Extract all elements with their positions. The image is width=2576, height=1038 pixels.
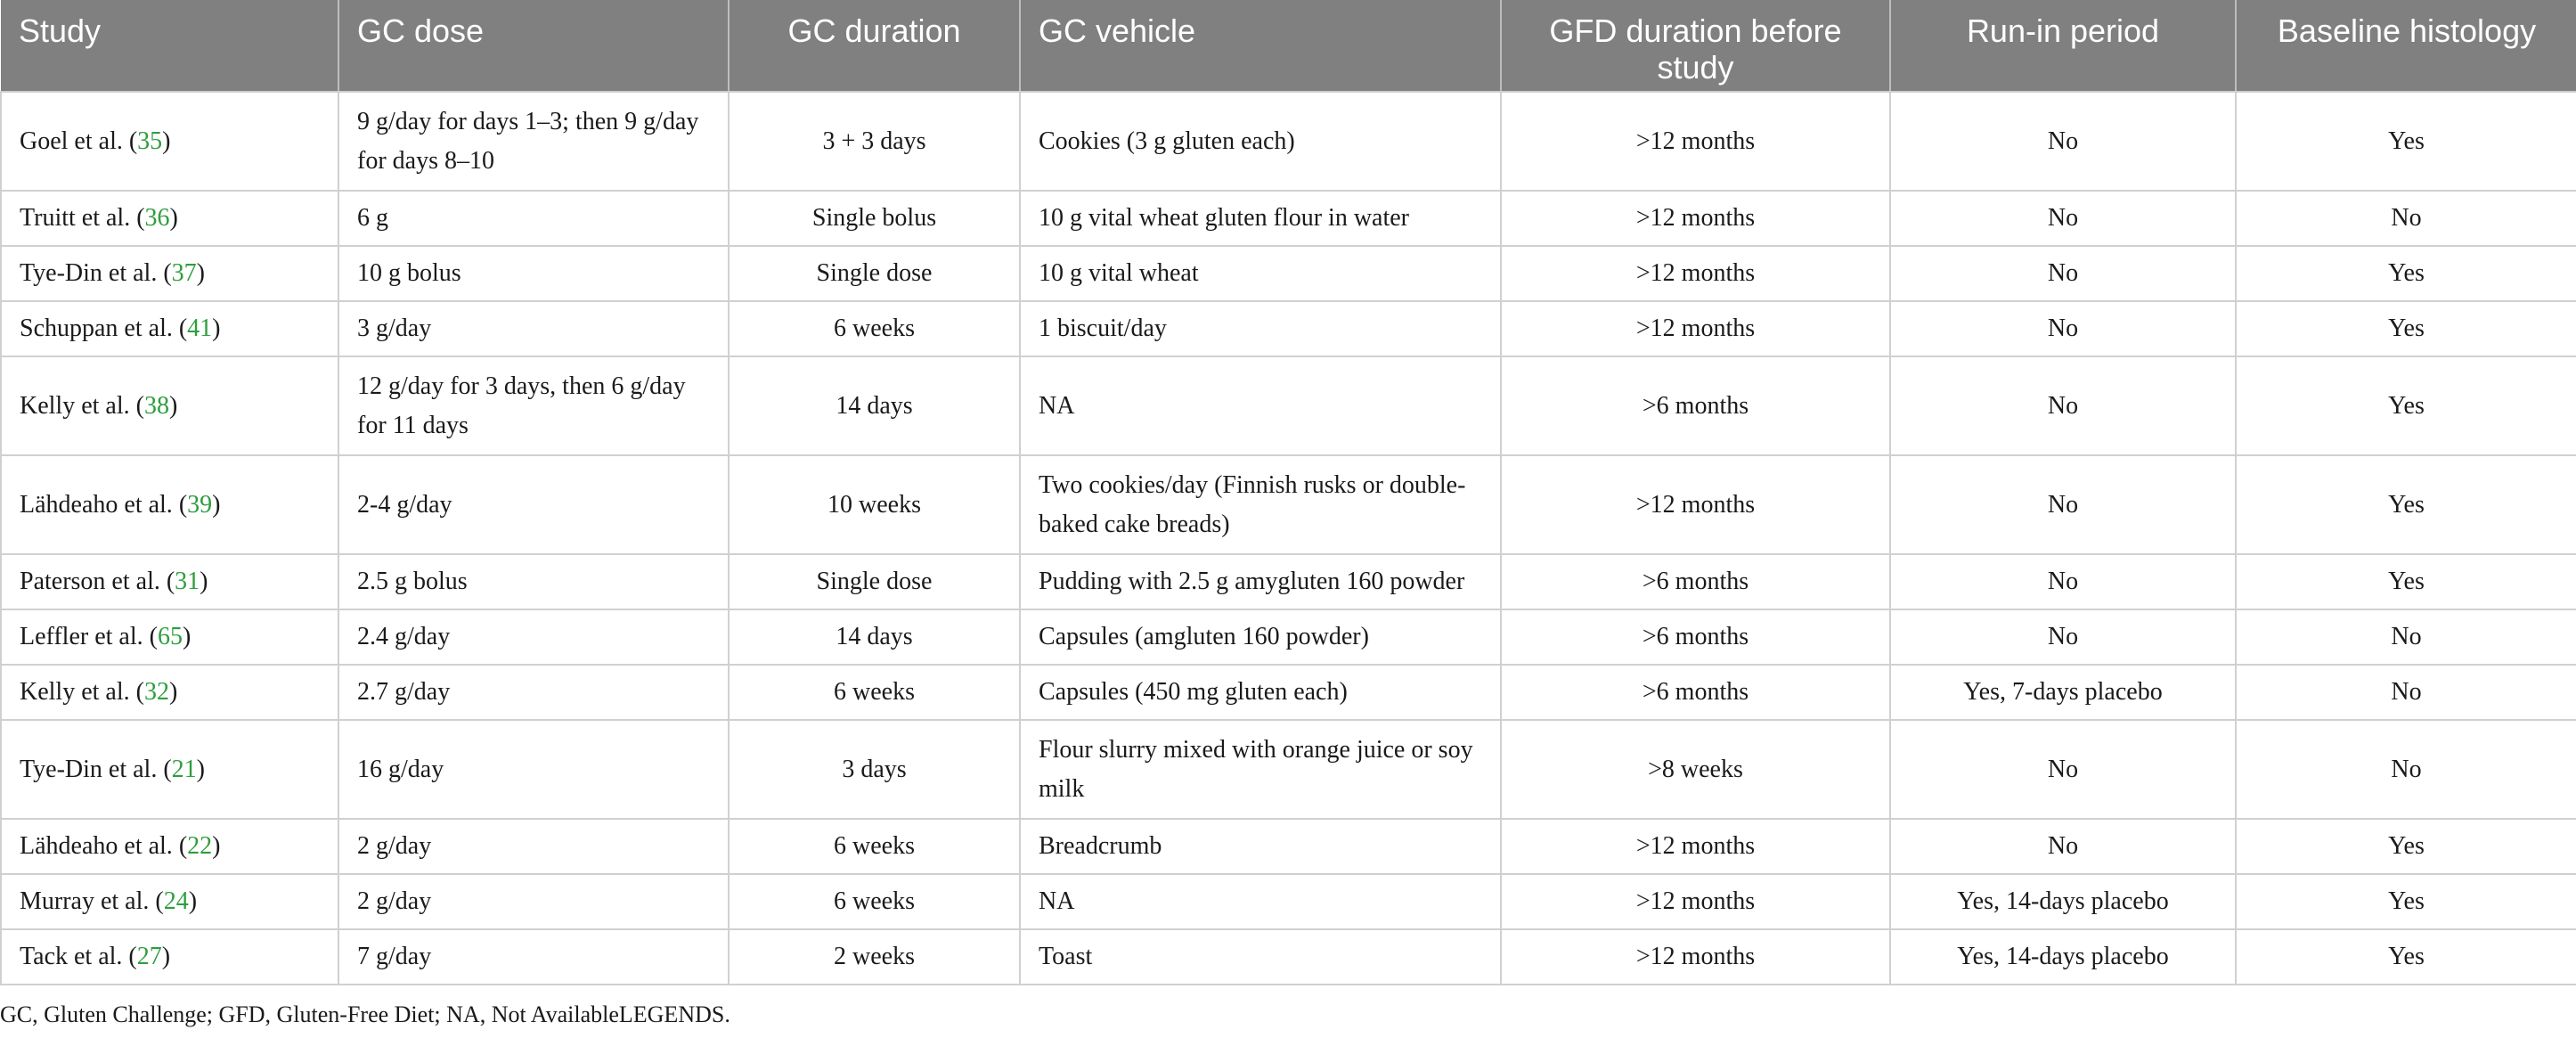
reference-link[interactable]: 31 — [175, 568, 200, 595]
gc-dose-cell: 2-4 g/day — [338, 455, 729, 554]
table-row — [1, 609, 2576, 665]
header-study: Study — [1, 0, 338, 92]
table-row — [1, 665, 2576, 720]
table-row — [1, 191, 2576, 246]
study-cell: Tack et al. (27) — [1, 929, 338, 985]
study-author: Truitt et al. — [20, 204, 131, 232]
header-baseline-histology: Baseline histology — [2236, 0, 2576, 92]
gc-vehicle-cell: Flour slurry mixed with orange juice or soy milk — [1020, 720, 1501, 819]
study-author: Lähdeaho et al. — [20, 832, 173, 860]
gfd-duration-cell: >6 months — [1501, 356, 1890, 455]
histology-cell: Yes — [2236, 356, 2576, 455]
reference-link[interactable]: 35 — [137, 127, 163, 155]
reference-link[interactable]: 39 — [187, 490, 213, 519]
histology-cell: Yes — [2236, 874, 2576, 929]
gfd-duration-cell: >8 weeks — [1501, 720, 1890, 819]
gc-dose-cell: 2 g/day — [338, 874, 729, 929]
histology-cell: Yes — [2236, 929, 2576, 985]
gfd-duration-cell: >12 months — [1501, 92, 1890, 191]
study-cell: Schuppan et al. (41) — [1, 301, 338, 356]
histology-cell: Yes — [2236, 92, 2576, 191]
study-cell: Truitt et al. (36) — [1, 191, 338, 246]
gc-duration-cell: 6 weeks — [729, 874, 1020, 929]
gfd-duration-cell: >12 months — [1501, 301, 1890, 356]
reference-link[interactable]: 37 — [171, 259, 197, 287]
gc-vehicle-cell: 1 biscuit/day — [1020, 301, 1501, 356]
header-gc-dose: GC dose — [338, 0, 729, 92]
run-in-cell: No — [1890, 720, 2236, 819]
table-row — [1, 819, 2576, 874]
gc-vehicle-cell: Cookies (3 g gluten each) — [1020, 92, 1501, 191]
gc-vehicle-cell: Two cookies/day (Finnish rusks or double-baked cake breads) — [1020, 455, 1501, 554]
gc-vehicle-cell: Capsules (amgluten 160 powder) — [1020, 609, 1501, 665]
run-in-cell: No — [1890, 246, 2236, 301]
table-body — [1, 92, 2576, 985]
gfd-duration-cell: >6 months — [1501, 609, 1890, 665]
reference-link[interactable]: 36 — [144, 204, 170, 232]
gfd-duration-cell: >12 months — [1501, 246, 1890, 301]
gfd-duration-cell: >12 months — [1501, 455, 1890, 554]
gfd-duration-cell: >6 months — [1501, 665, 1890, 720]
gc-duration-cell: 14 days — [729, 356, 1020, 455]
gc-dose-cell: 12 g/day for 3 days, then 6 g/day for 11 days — [338, 356, 729, 455]
gc-duration-cell: 6 weeks — [729, 301, 1020, 356]
gc-dose-cell: 7 g/day — [338, 929, 729, 985]
study-cell: Lähdeaho et al. (39) — [1, 455, 338, 554]
gc-vehicle-cell: Breadcrumb — [1020, 819, 1501, 874]
gc-vehicle-cell: Capsules (450 mg gluten each) — [1020, 665, 1501, 720]
reference-link[interactable]: 21 — [171, 755, 197, 783]
gc-dose-cell: 16 g/day — [338, 720, 729, 819]
gc-vehicle-cell: Pudding with 2.5 g amygluten 160 powder — [1020, 554, 1501, 609]
histology-cell: No — [2236, 609, 2576, 665]
reference-link[interactable]: 22 — [187, 832, 213, 860]
gc-dose-cell: 9 g/day for days 1–3; then 9 g/day for days 8–10 — [338, 92, 729, 191]
gc-dose-cell: 6 g — [338, 191, 729, 246]
study-author: Schuppan et al. — [20, 315, 173, 342]
table-row — [1, 929, 2576, 985]
study-author: Paterson et al. — [20, 568, 160, 595]
histology-cell: Yes — [2236, 246, 2576, 301]
gfd-duration-cell: >12 months — [1501, 819, 1890, 874]
study-cell: Leffler et al. (65) — [1, 609, 338, 665]
table-row — [1, 720, 2576, 819]
table-row — [1, 301, 2576, 356]
study-author: Kelly et al. — [20, 678, 130, 706]
run-in-cell: Yes, 14-days placebo — [1890, 874, 2236, 929]
gfd-duration-cell: >6 months — [1501, 554, 1890, 609]
reference-link[interactable]: 27 — [136, 943, 162, 970]
study-cell: Tye-Din et al. (37) — [1, 246, 338, 301]
study-cell: Murray et al. (24) — [1, 874, 338, 929]
study-author: Leffler et al. — [20, 623, 143, 650]
study-author: Tye-Din et al. — [20, 755, 158, 783]
gc-dose-cell: 2 g/day — [338, 819, 729, 874]
histology-cell: Yes — [2236, 554, 2576, 609]
gc-dose-cell: 2.5 g bolus — [338, 554, 729, 609]
gc-duration-cell: 2 weeks — [729, 929, 1020, 985]
table-row — [1, 246, 2576, 301]
run-in-cell: No — [1890, 609, 2236, 665]
study-author: Kelly et al. — [20, 391, 130, 420]
reference-link[interactable]: 65 — [157, 623, 183, 650]
study-cell: Kelly et al. (32) — [1, 665, 338, 720]
run-in-cell: Yes, 7-days placebo — [1890, 665, 2236, 720]
gc-duration-cell: 3 + 3 days — [729, 92, 1020, 191]
study-author: Murray et al. — [20, 887, 150, 915]
gc-duration-cell: 6 weeks — [729, 665, 1020, 720]
run-in-cell: Yes, 14-days placebo — [1890, 929, 2236, 985]
gc-dose-cell: 3 g/day — [338, 301, 729, 356]
gc-duration-cell: Single dose — [729, 246, 1020, 301]
header-row — [1, 0, 2576, 92]
header-gc-vehicle: GC vehicle — [1020, 0, 1501, 92]
histology-cell: Yes — [2236, 301, 2576, 356]
gc-duration-cell: Single dose — [729, 554, 1020, 609]
study-author: Tack et al. — [20, 943, 123, 970]
table-header — [1, 0, 2576, 92]
study-cell: Tye-Din et al. (21) — [1, 720, 338, 819]
gc-dose-cell: 2.4 g/day — [338, 609, 729, 665]
study-cell: Lähdeaho et al. (22) — [1, 819, 338, 874]
gc-vehicle-cell: Toast — [1020, 929, 1501, 985]
gc-dose-cell: 2.7 g/day — [338, 665, 729, 720]
gc-duration-cell: 3 days — [729, 720, 1020, 819]
run-in-cell: No — [1890, 554, 2236, 609]
histology-cell: Yes — [2236, 819, 2576, 874]
histology-cell: No — [2236, 720, 2576, 819]
study-author: Tye-Din et al. — [20, 259, 158, 287]
run-in-cell: No — [1890, 356, 2236, 455]
histology-cell: No — [2236, 665, 2576, 720]
gc-duration-cell: 10 weeks — [729, 455, 1020, 554]
gc-vehicle-cell: NA — [1020, 356, 1501, 455]
gc-duration-cell: Single bolus — [729, 191, 1020, 246]
gc-vehicle-cell: NA — [1020, 874, 1501, 929]
gc-duration-cell: 6 weeks — [729, 819, 1020, 874]
study-cell: Kelly et al. (38) — [1, 356, 338, 455]
gc-vehicle-cell: 10 g vital wheat gluten flour in water — [1020, 191, 1501, 246]
table-row — [1, 92, 2576, 191]
run-in-cell: No — [1890, 819, 2236, 874]
histology-cell: Yes — [2236, 455, 2576, 554]
histology-cell: No — [2236, 191, 2576, 246]
header-gc-duration: GC duration — [729, 0, 1020, 92]
reference-link[interactable]: 32 — [143, 678, 169, 706]
gc-duration-cell: 14 days — [729, 609, 1020, 665]
header-gfd-duration: GFD duration before study — [1501, 0, 1890, 92]
study-author: Goel et al. — [20, 127, 123, 155]
table-row — [1, 455, 2576, 554]
reference-link[interactable]: 41 — [187, 315, 213, 342]
run-in-cell: No — [1890, 191, 2236, 246]
study-author: Lähdeaho et al. — [20, 490, 173, 519]
table-row — [1, 356, 2576, 455]
gfd-duration-cell: >12 months — [1501, 874, 1890, 929]
gc-dose-cell: 10 g bolus — [338, 246, 729, 301]
table-row — [1, 554, 2576, 609]
reference-link[interactable]: 24 — [163, 887, 189, 915]
table-footnote: GC, Gluten Challenge; GFD, Gluten-Free Diet; NA, Not AvailableLEGENDS. — [0, 1001, 730, 1027]
study-cell: Paterson et al. (31) — [1, 554, 338, 609]
run-in-cell: No — [1890, 455, 2236, 554]
reference-link[interactable]: 38 — [143, 391, 169, 420]
gfd-duration-cell: >12 months — [1501, 929, 1890, 985]
run-in-cell: No — [1890, 92, 2236, 191]
study-cell: Goel et al. (35) — [1, 92, 338, 191]
gc-vehicle-cell: 10 g vital wheat — [1020, 246, 1501, 301]
header-run-in-period: Run-in period — [1890, 0, 2236, 92]
table-row — [1, 874, 2576, 929]
run-in-cell: No — [1890, 301, 2236, 356]
gfd-duration-cell: >12 months — [1501, 191, 1890, 246]
